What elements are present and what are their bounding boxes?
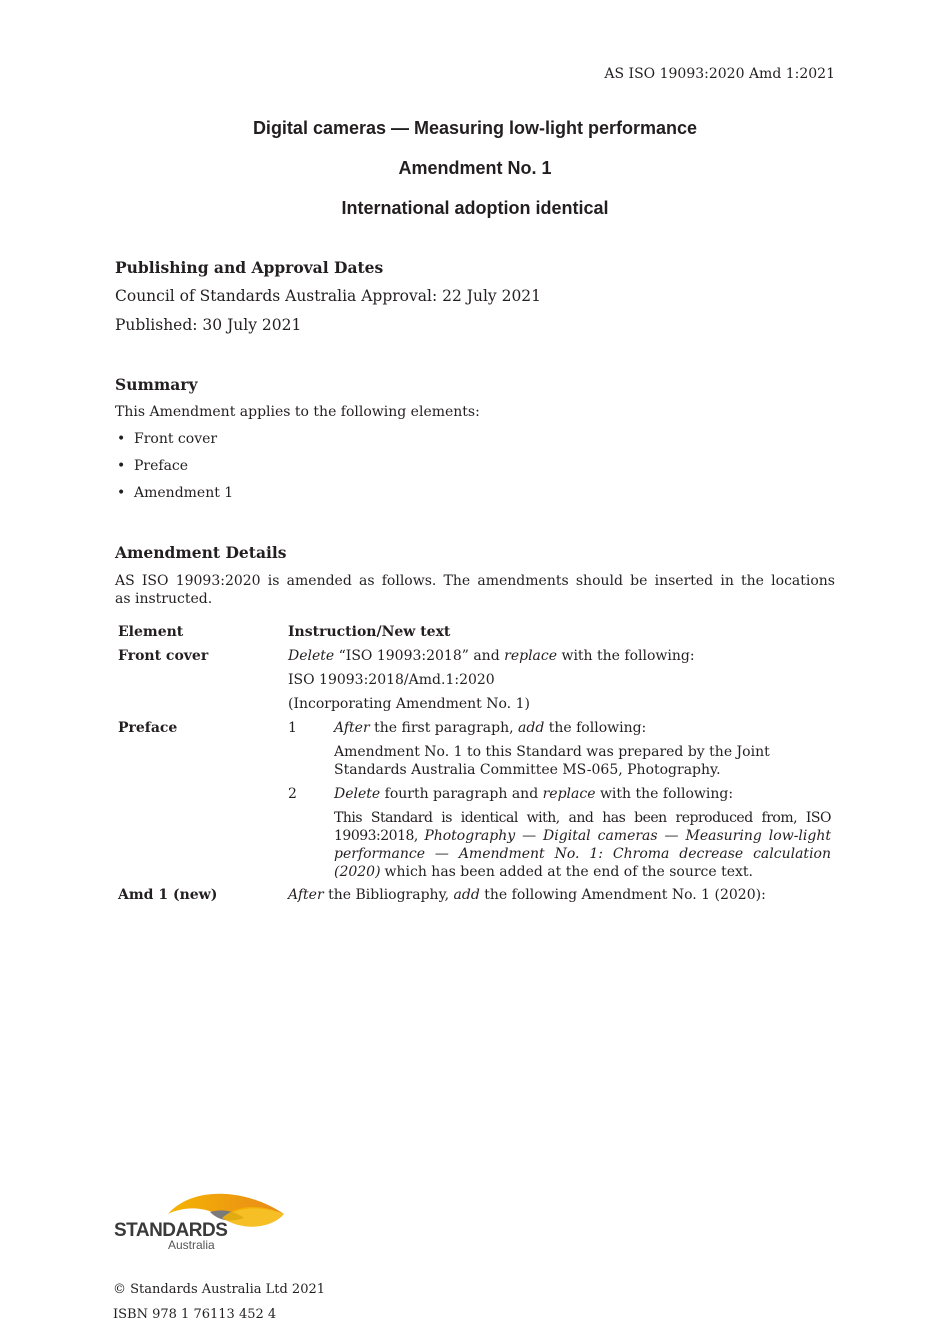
copyright-notice: © Standards Australia Ltd 2021 [113, 1282, 326, 1297]
preface-new-text-1: Amendment No. 1 to this Standard was prepared by the Joint Standards Australia Committee MS-065, Photography. [334, 744, 770, 778]
row-element-front-cover: Front cover [118, 648, 209, 664]
front-cover-new-id: ISO 19093:2018/Amd.1:2020 [288, 672, 495, 688]
row-element-amd1: Amd 1 (new) [118, 887, 218, 903]
isbn: ISBN 978 1 76113 452 4 [113, 1307, 277, 1322]
amendment-number: Amendment No. 1 [398, 158, 552, 178]
summary-intro: This Amendment applies to the following elements: [115, 404, 480, 420]
details-heading: Amendment Details [115, 543, 287, 562]
summary-item: • Amendment 1 [117, 485, 234, 501]
logo-subtitle: Australia [168, 1238, 215, 1252]
preface-instruction-1: After the first paragraph, add the following: [334, 720, 647, 736]
publishing-heading: Publishing and Approval Dates [115, 258, 384, 277]
column-header-instruction: Instruction/New text [288, 624, 451, 640]
standards-australia-logo [112, 1188, 292, 1254]
preface-new-text-2: This Standard is identical with, and has been reproduced from, ISO 19093:2018, Photography — Digital cameras — Measuring low-light performance — Amendment No. 1: Chroma decrease calculation (2020) which has been added at the end of the source text. [334, 810, 831, 880]
row-element-preface: Preface [118, 720, 178, 736]
logo-wordmark: STANDARDS [114, 1220, 228, 1241]
preface-instruction-2: Delete fourth paragraph and replace with the following: [334, 786, 734, 802]
column-header-element: Element [118, 624, 184, 640]
front-cover-incorporating: (Incorporating Amendment No. 1) [288, 696, 530, 712]
amd1-instruction: After the Bibliography, add the following Amendment No. 1 (2020): [288, 887, 766, 903]
summary-item: • Front cover [117, 431, 218, 447]
summary-item: • Preface [117, 458, 189, 474]
details-intro: AS ISO 19093:2020 is amended as follows. The amendments should be inserted in the locations as instructed. [115, 573, 835, 607]
preface-item-number: 2 [288, 786, 297, 802]
summary-heading: Summary [115, 375, 198, 394]
approval-date: Council of Standards Australia Approval: 22 July 2021 [115, 287, 542, 305]
published-date: Published: 30 July 2021 [115, 316, 302, 334]
front-cover-instruction: Delete “ISO 19093:2018” and replace with the following: [288, 648, 695, 664]
document-title: Digital cameras — Measuring low-light performance [252, 118, 698, 138]
adoption-status: International adoption identical [341, 198, 609, 218]
preface-item-number: 1 [288, 720, 297, 736]
document-reference: AS ISO 19093:2020 Amd 1:2021 [604, 66, 835, 82]
